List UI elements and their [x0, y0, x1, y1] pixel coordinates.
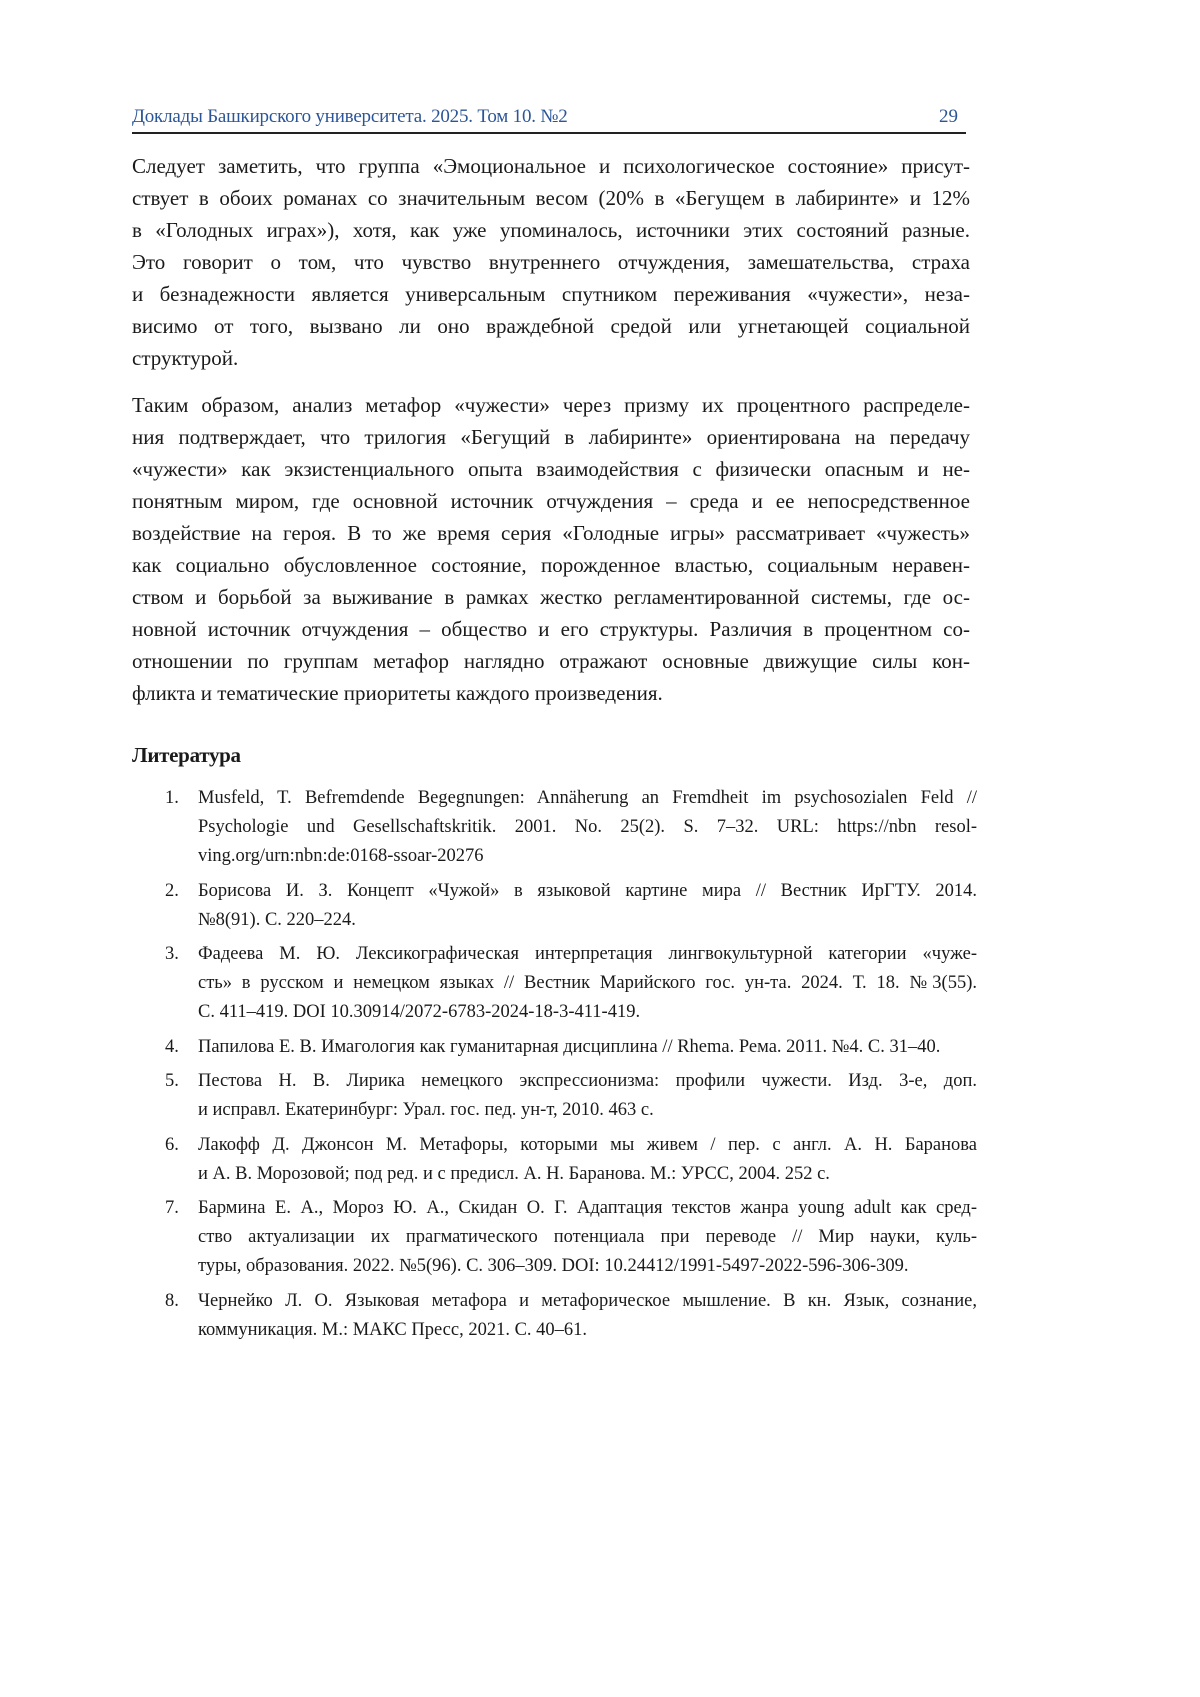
reference-item	[132, 1131, 977, 1189]
reference-item	[132, 1194, 977, 1281]
text-line: структурой.	[132, 342, 970, 374]
reference-number: 1.	[165, 784, 179, 813]
text-line: как социально обусловленное состояние, порожденное властью, социальным неравен-	[132, 549, 970, 581]
reference-line: Борисова И. З. Концепт «Чужой» в языковой картине мира // Вестник ИрГТУ. 2014.	[198, 877, 977, 906]
paragraph-2	[132, 389, 970, 709]
text-line: «чужести» как экзистенциального опыта взаимодействия с физически опасным и не-	[132, 453, 970, 485]
reference-line: туры, образования. 2022. №5(96). С. 306–309. DOI: 10.24412/1991-5497-2022-596-306-309.	[198, 1252, 977, 1281]
reference-item	[132, 1287, 977, 1345]
reference-line: Бармина Е. А., Мороз Ю. А., Скидан О. Г. Адаптация текстов жанра young adult как сред-	[198, 1194, 977, 1223]
reference-line: коммуникация. М.: МАКС Пресс, 2021. С. 40–61.	[198, 1316, 977, 1345]
reference-line: Psychologie und Gesellschaftskritik. 2001. No. 25(2). S. 7–32. URL: https://nbn resol-	[198, 813, 977, 842]
reference-item	[132, 1033, 977, 1062]
text-line: отношении по группам метафор наглядно отражают основные движущие силы кон-	[132, 645, 970, 677]
reference-number: 3.	[165, 940, 179, 969]
reference-line: Пестова Н. В. Лирика немецкого экспрессионизма: профили чужести. Изд. 3-е, доп.	[198, 1067, 977, 1096]
references-heading: Литература	[132, 743, 241, 768]
text-line: воздействие на героя. В то же время серия «Голодные игры» рассматривает «чужесть»	[132, 517, 970, 549]
reference-number: 8.	[165, 1287, 179, 1316]
reference-number: 6.	[165, 1131, 179, 1160]
reference-line: ving.org/urn:nbn:de:0168-ssoar-20276	[198, 842, 977, 871]
reference-line: сть» в русском и немецком языках // Вестник Марийского гос. ун-та. 2024. Т. 18. №3(55).	[198, 969, 977, 998]
text-line: Следует заметить, что группа «Эмоциональное и психологическое состояние» присут-	[132, 150, 970, 182]
text-line: Таким образом, анализ метафор «чужести» через призму их процентного распределе-	[132, 389, 970, 421]
reference-item	[132, 1067, 977, 1125]
text-line: висимо от того, вызвано ли оно враждебной средой или угнетающей социальной	[132, 310, 970, 342]
text-line: ствует в обоих романах со значительным весом (20% в «Бегущем в лабиринте» и 12%	[132, 182, 970, 214]
running-header	[132, 104, 966, 134]
reference-number: 7.	[165, 1194, 179, 1223]
reference-line: №8(91). С. 220–224.	[198, 906, 977, 935]
reference-number: 4.	[165, 1033, 179, 1062]
references-list	[132, 784, 977, 1350]
text-line: ством и борьбой за выживание в рамках жестко регламентированной системы, где ос-	[132, 581, 970, 613]
reference-line: Musfeld, T. Befremdende Begegnungen: Annäherung an Fremdheit im psychosozialen Feld //	[198, 784, 977, 813]
reference-item	[132, 940, 977, 1027]
reference-line: и А. В. Морозовой; под ред. и с предисл. А. Н. Баранова. М.: УРСС, 2004. 252 с.	[198, 1160, 977, 1189]
reference-line: и исправл. Екатеринбург: Урал. гос. пед. ун-т, 2010. 463 с.	[198, 1096, 977, 1125]
text-line: понятным миром, где основной источник отчуждения – среда и ее непосредственное	[132, 485, 970, 517]
reference-line: Лакофф Д. Джонсон М. Метафоры, которыми мы живем / пер. с англ. А. Н. Баранова	[198, 1131, 977, 1160]
reference-item	[132, 877, 977, 935]
reference-line: Фадеева М. Ю. Лексикографическая интерпретация лингвокультурной категории «чуже-	[198, 940, 977, 969]
reference-number: 2.	[165, 877, 179, 906]
reference-line: ство актуализации их прагматического потенциала при переводе // Мир науки, куль-	[198, 1223, 977, 1252]
text-line: в «Голодных играх»), хотя, как уже упоминалось, источники этих состояний разные.	[132, 214, 970, 246]
text-line: новной источник отчуждения – общество и его структуры. Различия в процентном со-	[132, 613, 970, 645]
reference-number: 5.	[165, 1067, 179, 1096]
page-number: 29	[939, 106, 958, 128]
reference-line: Чернейко Л. О. Языковая метафора и метафорическое мышление. В кн. Язык, сознание,	[198, 1287, 977, 1316]
journal-title: Доклады Башкирского университета. 2025. Том 10. №2	[132, 106, 568, 128]
reference-item	[132, 784, 977, 871]
text-line: ния подтверждает, что трилогия «Бегущий в лабиринте» ориентирована на передачу	[132, 421, 970, 453]
reference-line: Папилова Е. В. Имагология как гуманитарная дисциплина // Rhema. Рема. 2011. №4. С. 31–40.	[198, 1033, 977, 1062]
paragraph-1	[132, 150, 970, 374]
text-line: и безнадежности является универсальным спутником переживания «чужести», неза-	[132, 278, 970, 310]
reference-line: С. 411–419. DOI 10.30914/2072-6783-2024-18-3-411-419.	[198, 998, 977, 1027]
text-line: фликта и тематические приоритеты каждого произведения.	[132, 677, 970, 709]
text-line: Это говорит о том, что чувство внутреннего отчуждения, замешательства, страха	[132, 246, 970, 278]
